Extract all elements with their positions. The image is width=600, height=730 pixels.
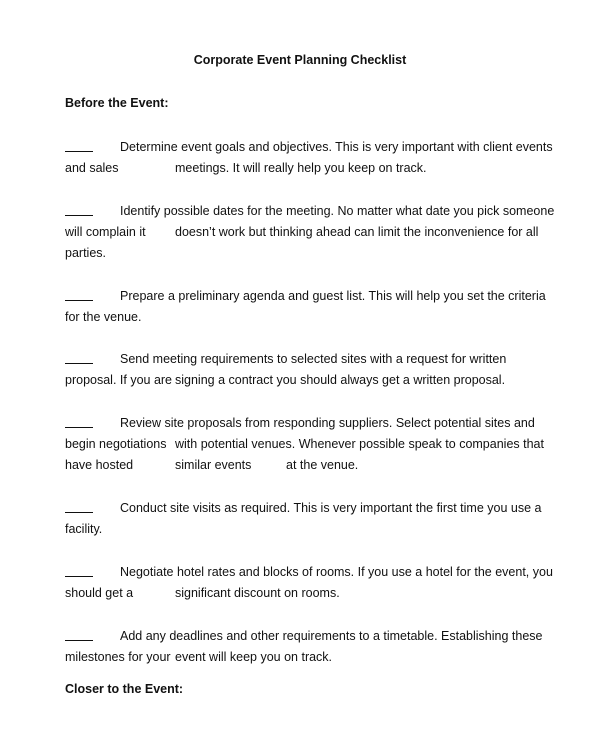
check-blank	[65, 203, 93, 216]
item-text-line: parties.	[65, 246, 106, 260]
item-text-line: Add any deadlines and other requirements to a timetable. Establishing these	[120, 629, 543, 643]
section-heading-closer: Closer to the Event:	[65, 682, 184, 696]
item-text-line: similar events	[175, 458, 252, 472]
check-blank	[65, 500, 93, 513]
item-text-line: proposal. If you are	[65, 373, 173, 387]
item-text-line: at the venue.	[286, 458, 359, 472]
check-blank	[65, 628, 93, 641]
item-text-line: with potential venues. Whenever possible speak to companies that	[175, 437, 544, 451]
item-text-line: should get a	[65, 586, 134, 600]
check-blank	[65, 564, 93, 577]
item-text-line: meetings. It will really help you keep on track.	[175, 161, 427, 175]
check-blank	[65, 139, 93, 152]
item-text-line: Send meeting requirements to selected sites with a request for written	[120, 352, 507, 366]
item-text-line: Determine event goals and objectives. This is very important with client events	[120, 140, 553, 154]
check-blank	[65, 288, 93, 301]
item-text-line: Review site proposals from responding suppliers. Select potential sites and	[120, 416, 535, 430]
item-text-line: event will keep you on track.	[175, 650, 333, 664]
item-text-line: for the venue.	[65, 310, 142, 324]
item-text-line: Conduct site visits as required. This is very important the first time you use a	[120, 501, 542, 515]
item-text-line: facility.	[65, 522, 103, 536]
item-text-line: have hosted	[65, 458, 134, 472]
item-text-line: signing a contract you should always get a written proposal.	[175, 373, 506, 387]
item-text-line: begin negotiations	[65, 437, 167, 451]
item-text-line: will complain it	[65, 225, 146, 239]
item-text-line: significant discount on rooms.	[175, 586, 340, 600]
item-text-line: and sales	[65, 161, 119, 175]
item-text-line: Negotiate hotel rates and blocks of rooms. If you use a hotel for the event, you	[120, 565, 553, 579]
item-text-line: doesn’t work but thinking ahead can limit the inconvenience for all	[175, 225, 539, 239]
item-text-line: Prepare a preliminary agenda and guest list. This will help you set the criteria	[120, 289, 546, 303]
check-blank	[65, 415, 93, 428]
check-blank	[65, 351, 93, 364]
item-text-line: milestones for your	[65, 650, 171, 664]
section-heading-before: Before the Event:	[65, 96, 169, 110]
item-text-line: Identify possible dates for the meeting. No matter what date you pick someone	[120, 204, 555, 218]
document-title: Corporate Event Planning Checklist	[193, 53, 407, 67]
